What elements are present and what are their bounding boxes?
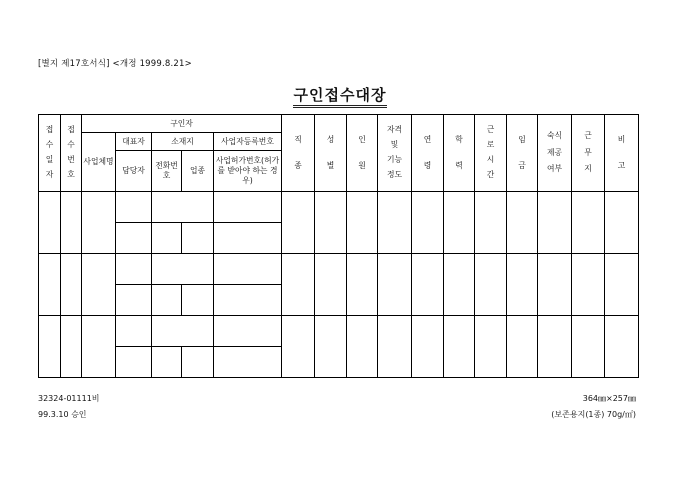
cell-representative[interactable] <box>116 316 152 347</box>
header-headcount: 인 원 <box>347 115 378 192</box>
cell-work-type[interactable] <box>572 316 605 378</box>
cell-working-hours[interactable] <box>475 254 507 316</box>
cell-receipt-number[interactable] <box>61 316 82 378</box>
header-age: 연 령 <box>412 115 444 192</box>
cell-work-type[interactable] <box>572 254 605 316</box>
header-receipt-number: 접 수 번 호 <box>61 115 82 192</box>
paper-size: 364㎜×257㎜ <box>582 394 636 403</box>
cell-receipt-number[interactable] <box>61 192 82 254</box>
cell-address[interactable] <box>152 254 214 285</box>
header-job-type: 직 종 <box>282 115 315 192</box>
cell-industry[interactable] <box>182 285 214 316</box>
cell-phone[interactable] <box>152 223 182 254</box>
header-employer: 구인자 <box>82 115 282 133</box>
header-biz-reg-no: 사업자등록번호 <box>214 133 282 151</box>
cell-housing-meals[interactable] <box>538 192 572 254</box>
header-work-type: 근 무 지 <box>572 115 605 192</box>
cell-biz-reg-no[interactable] <box>214 254 282 285</box>
cell-permit-no[interactable] <box>214 285 282 316</box>
header-working-hours: 근 로 시 간 <box>475 115 507 192</box>
cell-headcount[interactable] <box>347 316 378 378</box>
cell-job-type[interactable] <box>282 254 315 316</box>
cell-workplace-name[interactable] <box>82 192 116 254</box>
cell-biz-reg-no[interactable] <box>214 316 282 347</box>
cell-representative[interactable] <box>116 192 152 223</box>
cell-industry[interactable] <box>182 347 214 378</box>
cell-biz-reg-no[interactable] <box>214 192 282 223</box>
cell-wage[interactable] <box>507 192 538 254</box>
header-workplace-name: 사업체명 <box>82 133 116 192</box>
cell-receipt-date[interactable] <box>39 254 61 316</box>
cell-contact-person[interactable] <box>116 347 152 378</box>
cell-gender[interactable] <box>315 254 347 316</box>
cell-workplace-name[interactable] <box>82 254 116 316</box>
cell-education[interactable] <box>444 254 475 316</box>
cell-representative[interactable] <box>116 254 152 285</box>
cell-qualification[interactable] <box>378 254 412 316</box>
cell-wage[interactable] <box>507 316 538 378</box>
header-address: 소재지 <box>152 133 214 151</box>
cell-contact-person[interactable] <box>116 285 152 316</box>
cell-phone[interactable] <box>152 285 182 316</box>
cell-working-hours[interactable] <box>475 192 507 254</box>
form-number-label: [별지 제17호서식] <개정 1999.8.21> <box>38 59 192 69</box>
cell-headcount[interactable] <box>347 254 378 316</box>
cell-remarks[interactable] <box>605 192 639 254</box>
cell-headcount[interactable] <box>347 192 378 254</box>
cell-education[interactable] <box>444 192 475 254</box>
page-title <box>0 84 680 105</box>
title-text: 구인접수대장 <box>293 86 388 108</box>
header-representative: 대표자 <box>116 133 152 151</box>
cell-working-hours[interactable] <box>475 316 507 378</box>
cell-work-type[interactable] <box>572 192 605 254</box>
header-gender: 성 별 <box>315 115 347 192</box>
cell-housing-meals[interactable] <box>538 316 572 378</box>
cell-gender[interactable] <box>315 192 347 254</box>
header-remarks: 비 고 <box>605 115 639 192</box>
header-permit-no: 사업허가번호(허가를 받아야 하는 경우) <box>214 151 282 192</box>
cell-address[interactable] <box>152 316 214 347</box>
cell-age[interactable] <box>412 192 444 254</box>
cell-housing-meals[interactable] <box>538 254 572 316</box>
cell-education[interactable] <box>444 316 475 378</box>
registry-table <box>38 114 639 378</box>
cell-phone[interactable] <box>152 347 182 378</box>
cell-receipt-number[interactable] <box>61 254 82 316</box>
cell-wage[interactable] <box>507 254 538 316</box>
cell-qualification[interactable] <box>378 316 412 378</box>
approval-date: 99.3.10 승인 <box>38 410 87 419</box>
cell-job-type[interactable] <box>282 316 315 378</box>
cell-permit-no[interactable] <box>214 347 282 378</box>
cell-remarks[interactable] <box>605 316 639 378</box>
cell-contact-person[interactable] <box>116 223 152 254</box>
header-receipt-date: 접 수 일 자 <box>39 115 61 192</box>
header-contact-person: 담당자 <box>116 151 152 192</box>
header-industry: 업종 <box>182 151 214 192</box>
cell-permit-no[interactable] <box>214 223 282 254</box>
cell-receipt-date[interactable] <box>39 316 61 378</box>
cell-gender[interactable] <box>315 316 347 378</box>
header-qualification: 자격 및 기능 정도 <box>378 115 412 192</box>
header-phone: 전화번호 <box>152 151 182 192</box>
cell-address[interactable] <box>152 192 214 223</box>
cell-qualification[interactable] <box>378 192 412 254</box>
header-education: 학 력 <box>444 115 475 192</box>
paper-type: (보존용지(1종) 70g/㎡) <box>551 410 636 419</box>
cell-industry[interactable] <box>182 223 214 254</box>
header-wage: 임 금 <box>507 115 538 192</box>
cell-remarks[interactable] <box>605 254 639 316</box>
cell-job-type[interactable] <box>282 192 315 254</box>
form-code: 32324-01111비 <box>38 394 100 403</box>
cell-age[interactable] <box>412 254 444 316</box>
cell-receipt-date[interactable] <box>39 192 61 254</box>
cell-age[interactable] <box>412 316 444 378</box>
cell-workplace-name[interactable] <box>82 316 116 378</box>
header-housing-meals: 숙식 제공 여부 <box>538 115 572 192</box>
